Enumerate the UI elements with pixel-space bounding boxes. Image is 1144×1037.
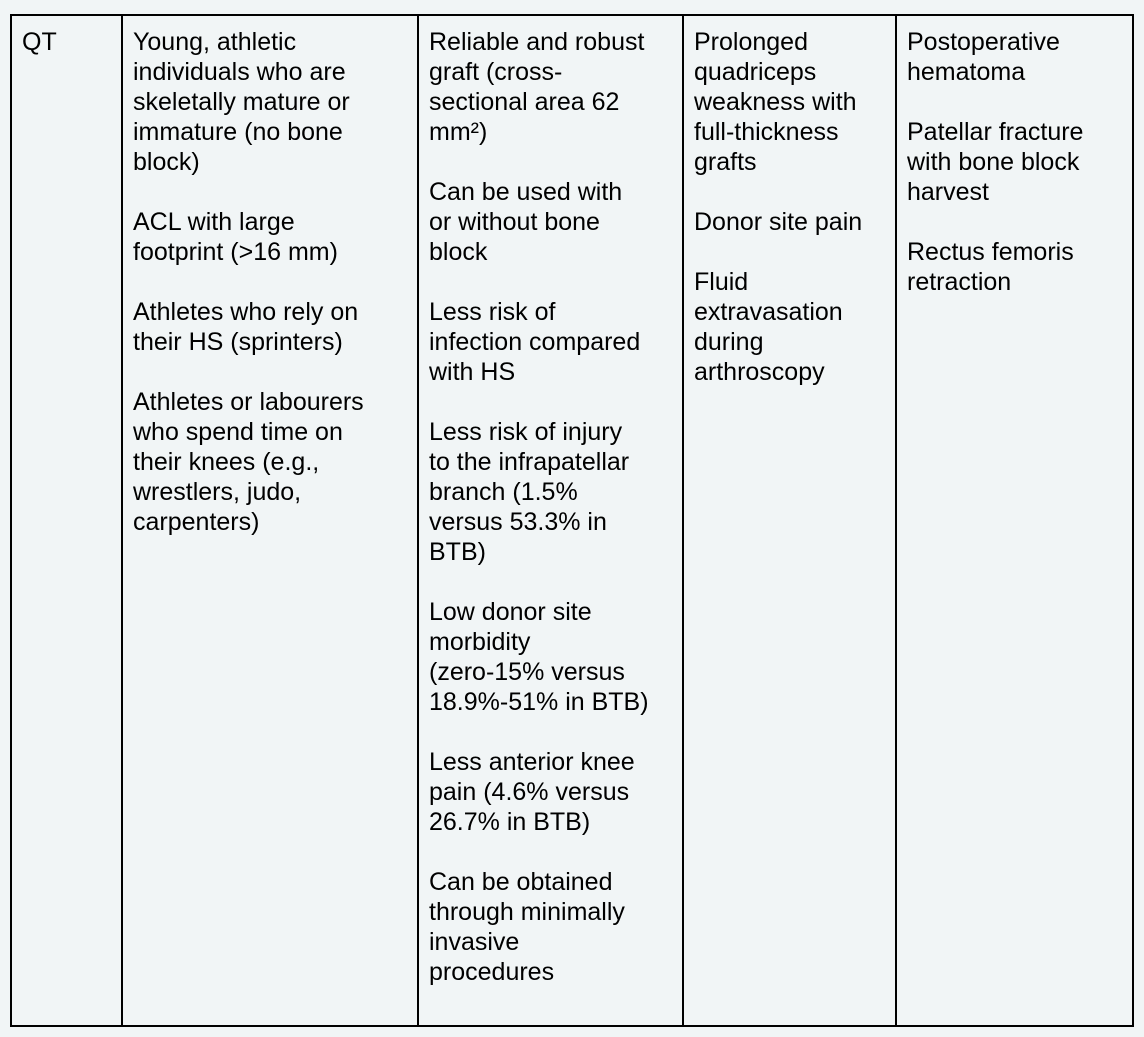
indication-item: Young, athletic individuals who are skeletally mature or immature (no bone block) [133, 28, 350, 176]
advantage-item: Reliable and robust graft (cross- sectional area 62 mm²) [429, 28, 645, 146]
complications-cell [896, 15, 1133, 1026]
indication-item: Athletes who rely on their HS (sprinters) [133, 298, 359, 356]
advantage-item: Low donor site morbidity (zero-15% versus 18.9%-51% in BTB) [429, 598, 649, 716]
advantage-item: Can be obtained through minimally invasive procedures [429, 868, 625, 986]
indication-item: ACL with large footprint (>16 mm) [133, 208, 338, 266]
advantage-item: Less risk of injury to the infrapatellar branch (1.5% versus 53.3% in BTB) [429, 418, 630, 566]
graft-comparison-table [10, 14, 1134, 1027]
table-row [11, 15, 1133, 1026]
disadvantage-item: Donor site pain [694, 208, 863, 236]
advantage-item: Less anterior knee pain (4.6% versus 26.7% in BTB) [429, 748, 635, 836]
graft-type-cell [11, 15, 122, 1026]
disadvantage-item: Prolonged quadriceps weakness with full-thickness grafts [694, 28, 857, 176]
advantage-item: Less risk of infection compared with HS [429, 298, 641, 386]
disadvantage-item: Fluid extravasation during arthroscopy [694, 268, 843, 386]
indications-cell [122, 15, 418, 1026]
complication-item: Postoperative hematoma [907, 28, 1060, 86]
advantages-cell [418, 15, 683, 1026]
indication-item: Athletes or labourers who spend time on their knees (e.g., wrestlers, judo, carpenters) [133, 388, 364, 536]
graft-type: QT [22, 28, 57, 56]
disadvantages-cell [683, 15, 896, 1026]
complication-item: Rectus femoris retraction [907, 238, 1074, 296]
complication-item: Patellar fracture with bone block harvest [907, 118, 1084, 206]
advantage-item: Can be used with or without bone block [429, 178, 623, 266]
